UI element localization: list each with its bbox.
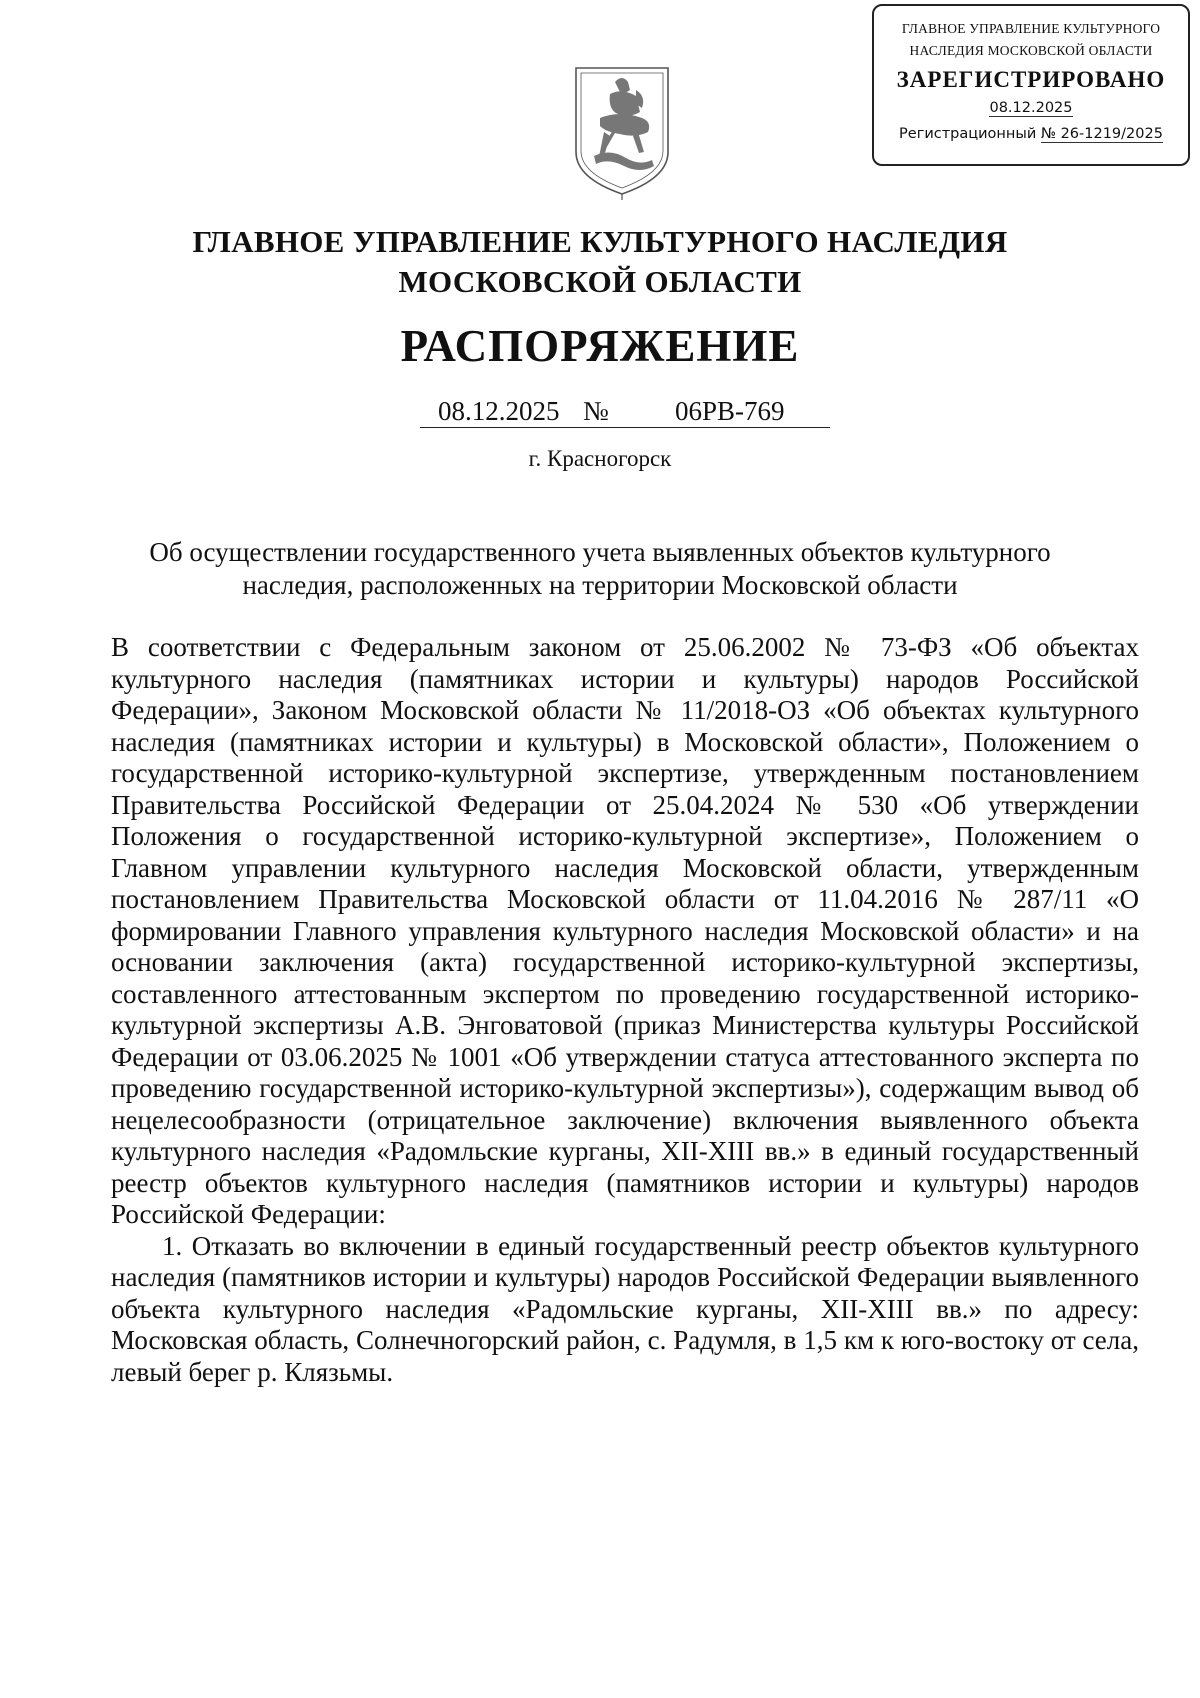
stamp-org-line2: НАСЛЕДИЯ МОСКОВСКОЙ ОБЛАСТИ	[909, 43, 1153, 58]
document-type: РАСПОРЯЖЕНИЕ	[400, 321, 800, 371]
subject-line1: Об осуществлении государственного учета выявленных объектов культурного	[149, 537, 1051, 567]
coat-of-arms-icon	[570, 60, 674, 200]
stamp-reg-label: Регистрационный	[899, 126, 1037, 142]
document-date: 08.12.2025	[438, 396, 560, 426]
organization-title	[100, 222, 1100, 302]
stamp-registration-number	[874, 119, 1188, 149]
stamp-org-line1: ГЛАВНОЕ УПРАВЛЕНИЕ КУЛЬТУРНОГО	[901, 21, 1161, 36]
order-item-1: 1. Отказать во включении в единый государственный реестр объектов культурного наследия (памятников истории и культуры) народов Российской Федерации выявленного объекта культурного наследия «Радомльские курганы, XII-XIII вв.» по адресу: Московская область, Солнечногорский район, с. Радумля, в 1,5 км к юго-востоку от села, левый берег р. Клязьмы.	[111, 1230, 1139, 1387]
preamble-paragraph: В соответствии с Федеральным законом от 25.06.2002 № 73-ФЗ «Об объектах культурного наследия (памятниках истории и культуры) народов Российской Федерации», Законом Московской области № 11/2018-ОЗ «Об объектах культурного наследия (памятниках истории и культуры) в Московской области», Положением о государственной историко-культурной экспертизе, утвержденным постановлением Правительства Российской Федерации от 25.04.2024 № 530 «Об утверждении Положения о государственной историко-культурной экспертизе», Положением о Главном управлении культурного наследия Московской области, утвержденным постановлением Правительства Московской области от 11.04.2016 № 287/11 «О формировании Главного управления культурного наследия Московской области» и на основании заключения (акта) государственной историко-культурной экспертизы, составленного аттестованным экспертом по проведению государственной историко-культурной экспертизы А.В. Энговатовой (приказ Министерства культуры Российской Федерации от 03.06.2025 № 1001 «Об утверждении статуса аттестованного эксперта по проведению государственной историко-культурной экспертизы»), содержащим вывод об нецелесообразности (отрицательное заключение) включения выявленного объекта культурного наследия «Радомльские курганы, XII-XIII вв.» в единый государственный реестр объектов культурного наследия (памятников истории и культуры) народов Российской Федерации:	[111, 632, 1139, 1229]
subject-line2: наследия, расположенных на территории Московской области	[242, 570, 958, 600]
document-number: 06РВ-769	[675, 396, 785, 426]
stamp-status: ЗАРЕГИСТРИРОВАНО	[896, 67, 1166, 92]
number-sign: №	[583, 396, 609, 426]
stamp-date-value: 08.12.2025	[989, 100, 1073, 116]
organization-title-line1: ГЛАВНОЕ УПРАВЛЕНИЕ КУЛЬТУРНОГО НАСЛЕДИЯ	[192, 224, 1008, 259]
document-date-number	[420, 396, 840, 430]
document-city: г. Красногорск	[528, 446, 672, 471]
organization-title-line2: МОСКОВСКОЙ ОБЛАСТИ	[398, 264, 802, 299]
document-body	[111, 632, 1139, 1388]
stamp-date	[874, 97, 1188, 119]
date-number-underline	[420, 427, 830, 428]
stamp-reg-number: № 26-1219/2025	[1040, 126, 1163, 142]
registration-stamp	[872, 4, 1190, 166]
document-subject	[100, 536, 1100, 602]
stamp-organization	[874, 6, 1188, 61]
